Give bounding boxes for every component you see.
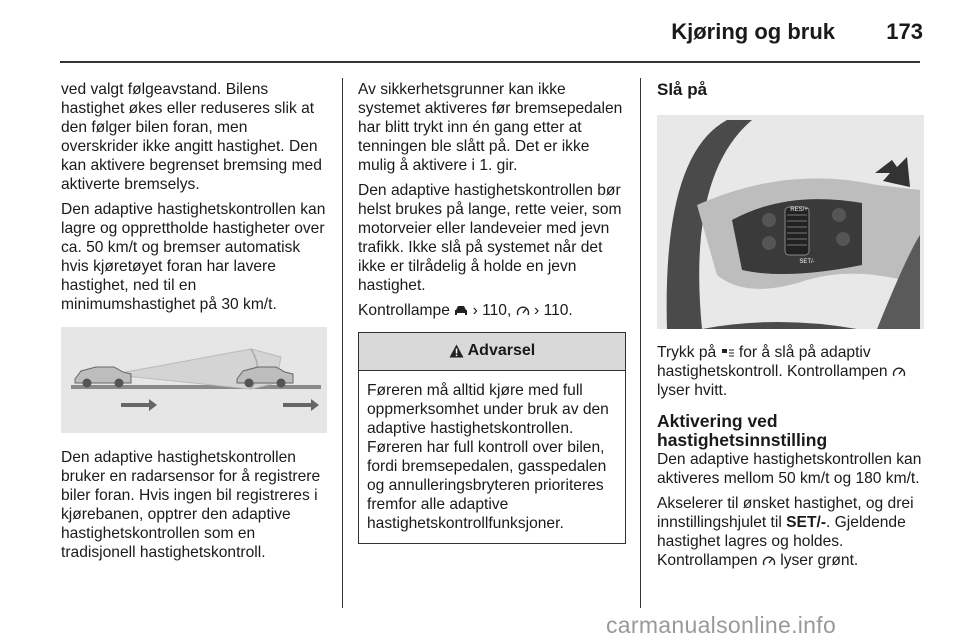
speedometer-icon <box>892 366 906 378</box>
watermark: carmanualsonline.info <box>606 612 837 638</box>
set-label: SET/- <box>786 514 827 531</box>
speedometer-icon <box>516 305 530 317</box>
section-title: Kjøring og bruk <box>671 19 835 44</box>
paragraph: Den adaptive hastighetskontrollen bruker en radarsensor for å registrere biler foran. Hvis ingen bil registreres i kjørebanen, opptrer den adaptive hastighetskontrollen som en tradisjonell hastighetskontroll. <box>61 449 321 561</box>
adaptive-cruise-button-icon <box>721 347 735 359</box>
column-divider-1 <box>342 78 343 608</box>
text: lyser hvitt. <box>657 382 728 399</box>
section-heading: Slå på <box>657 80 708 99</box>
res-label: RES/+ <box>790 207 808 213</box>
text: Trykk på <box>657 344 717 361</box>
text: Kontrollampe <box>358 302 450 319</box>
text: Akselerer til ønsket hastighet, og drei innstillingshjulet til <box>657 495 914 531</box>
warning-header <box>359 333 625 371</box>
set-label: SET/- <box>799 259 815 265</box>
section-heading: Aktivering ved hastighetsinnstilling <box>657 411 828 450</box>
page-ref: 110. <box>543 302 573 319</box>
radar-cars-image <box>61 327 327 433</box>
page-header <box>0 0 960 60</box>
paragraph: Den adaptive hastighetskontrollen kan aktiveres mellom 50 km/t og 180 km/t. <box>657 451 922 487</box>
warning-title: Advarsel <box>467 342 536 359</box>
paragraph: ved valgt følgeavstand. Bilens hastighet økes eller reduseres slik at den følger bilen foran, men overskrider ikke angitt hastighet. Den kan aktivere begrenset bremsing med aktiverte bremselys. <box>61 81 322 193</box>
warning-text: Føreren må alltid kjøre med full oppmerksomhet under bruk av den adaptive hastighetskontrollen. Føreren har full kontroll over bilen, fordi bremsepedalen, gasspedalen og annulleringsbryteren prioriteres fremfor alle adaptive hastighetskontrollfunksjoner. <box>367 382 609 532</box>
text: . Gjeldende hastighet lagres og holdes. Kontrollampen <box>657 514 906 569</box>
column-divider-2 <box>640 78 641 608</box>
warning-box <box>358 332 626 544</box>
speedometer-icon <box>762 555 776 567</box>
page-ref-arrow-icon: › <box>472 302 478 319</box>
radar-following-illustration <box>61 327 327 433</box>
page-number: 173 <box>886 19 923 44</box>
paragraph <box>657 343 924 400</box>
paragraph <box>657 494 924 570</box>
column-2 <box>358 80 626 544</box>
paragraph: Den adaptive hastighetskontrollen kan lagre og opprettholde hastigheter over ca. 50 km/t og bremser automatisk hvis kjøretøyet foran har lavere hastighet, ned til en minimumshastighet på 30 km/t. <box>61 201 326 313</box>
paragraph: Den adaptive hastighetskontrollen bør helst brukes på lange, rette veier, som motorveier eller landeveier med jevn trafikk. Ikke slå på systemet når det ikke er tilrådelig å holde en jevn hastighet. <box>358 182 622 294</box>
paragraph <box>358 301 626 320</box>
page-ref-arrow-icon: › <box>534 302 540 319</box>
steering-wheel-controls-image <box>657 115 920 329</box>
text: lyser grønt. <box>780 552 859 569</box>
page-ref: 110, <box>482 302 512 319</box>
column-3 <box>657 80 924 576</box>
warning-triangle-icon <box>449 344 464 358</box>
paragraph: Av sikkerhetsgrunner kan ikke systemet aktiveres før bremsepedalen har blitt trykt inn én gang etter at tenningen ble slått på. Det er ikke mulig å aktivere i 1. gir. <box>358 81 623 174</box>
header-rule <box>60 61 920 63</box>
steering-wheel-illustration <box>657 115 924 329</box>
text: for å slå på adaptiv hastighetskontroll. Kontrollampen <box>657 344 888 380</box>
car-front-icon <box>454 305 468 317</box>
column-1 <box>61 80 327 568</box>
